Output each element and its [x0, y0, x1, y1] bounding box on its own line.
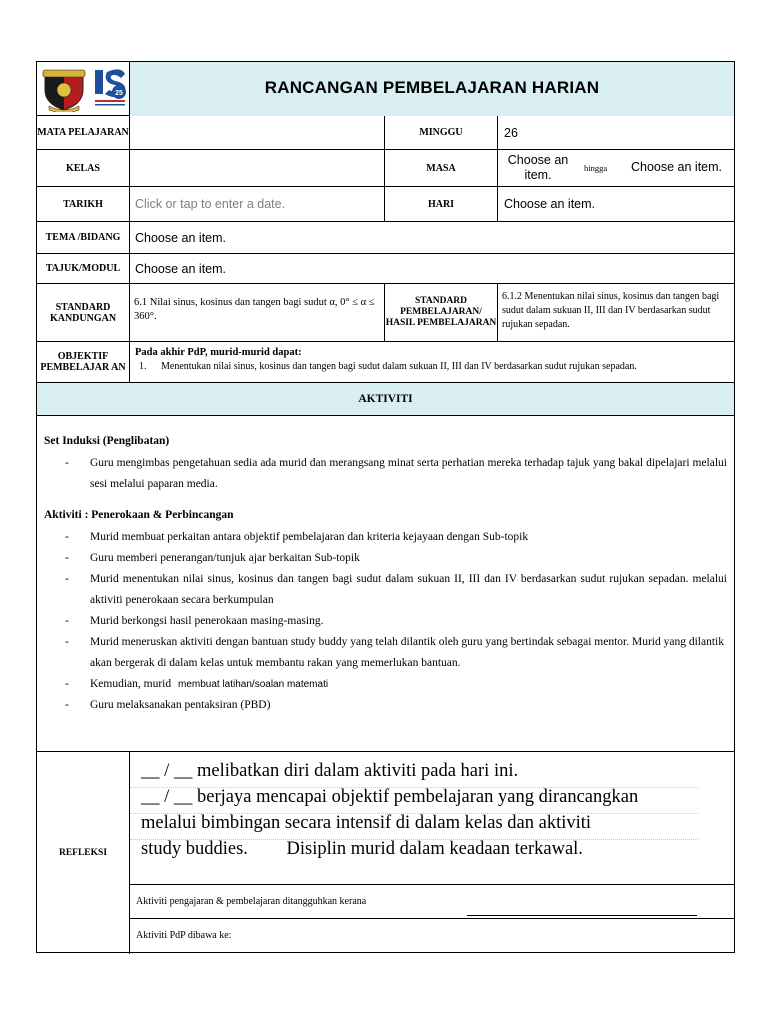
refleksi-line-2	[141, 784, 734, 810]
penerokaan-item: - Murid membuat perkaitan antara objektif pembelajaran dan kriteria kejayaan dengan Sub-topik	[44, 527, 727, 548]
masa-from-select[interactable]: Choose an item.	[507, 153, 569, 182]
refleksi-text: berjaya mencapai objektif pembelajaran yang dirancangkan	[197, 787, 639, 807]
ditangguhkan-row	[130, 885, 734, 919]
standard-pembelajaran-label: STANDARD PEMBELAJARAN/ HASIL PEMBELAJARAN	[385, 284, 498, 342]
penerokaan-item: - Guru memberi penerangan/tunjuk ajar berkaitan Sub-topik	[44, 548, 727, 569]
masa-to-select[interactable]: Choose an item.	[631, 160, 723, 174]
ditangguhkan-text: Aktiviti pengajaran & pembelajaran ditangguhkan kerana	[136, 896, 367, 907]
mata-pelajaran-label: MATA PELAJARAN	[37, 116, 130, 150]
penerokaan-item-kemudian	[44, 674, 727, 695]
refleksi-main	[130, 752, 734, 885]
blank-field[interactable]: __ / __	[141, 761, 193, 781]
penerokaan-item: - Murid meneruskan aktiviti dengan bantuan study buddy yang telah dilantik oleh guru yang bertindak sebagai mentor. Murid yang dilantik akan bergerak di dalam kelas untuk membantu rakan yang memerlukan bantuan.	[44, 632, 727, 674]
dibawa-text: Aktiviti PdP dibawa ke:	[136, 930, 232, 941]
objektif-item-number: 1.	[139, 361, 147, 372]
aktiviti-content	[37, 416, 734, 752]
underline	[467, 915, 697, 916]
penerokaan-title: Aktiviti : Penerokaan & Perbincangan	[44, 509, 234, 521]
mata-pelajaran-field[interactable]	[130, 116, 385, 150]
kelas-label: KELAS	[37, 150, 130, 187]
aktiviti-heading: AKTIVITI	[37, 383, 734, 416]
kemudian-text: Kemudian, murid	[90, 678, 172, 690]
title-box	[129, 62, 734, 116]
tarikh-date-picker[interactable]: Click or tap to enter a date.	[130, 187, 385, 222]
hari-label: HARI	[385, 187, 498, 222]
tema-label: TEMA /BIDANG	[37, 222, 130, 254]
dibawa-row	[130, 919, 734, 954]
tema-select[interactable]: Choose an item.	[130, 222, 734, 254]
refleksi-text: melibatkan diri dalam aktiviti pada hari ini.	[197, 761, 519, 781]
lesson-plan-sheet	[36, 61, 735, 953]
blank-field[interactable]: __ / __	[141, 787, 193, 807]
kemudian-suffix: membuat latihan/soalan matemati	[178, 679, 329, 690]
penerokaan-item: - Guru melaksanakan pentaksiran (PBD)	[44, 695, 727, 716]
set-induksi-item: - Guru mengimbas pengetahuan sedia ada murid dan merangsang minat serta perhatian mereka terhadap tajuk yang bakal dipelajari melalui sesi melalui paparan media.	[44, 453, 727, 495]
refleksi-label: REFLEKSI	[37, 752, 130, 954]
minggu-label: MINGGU	[385, 116, 498, 150]
ministry-logo	[91, 64, 129, 114]
masa-separator: hingga	[584, 163, 608, 173]
objektif-intro: Pada akhir PdP, murid-murid dapat:	[135, 347, 302, 358]
standard-kandungan-value: 6.1 Nilai sinus, kosinus dan tangen bagi sudut α, 0° ≤ α ≤ 360°.	[130, 284, 385, 342]
tajuk-label: TAJUK/MODUL	[37, 254, 130, 284]
kelas-field[interactable]	[130, 150, 385, 187]
standard-pembelajaran-value: 6.1.2 Menentukan nilai sinus, kosinus dan tangen bagi sudut dalam sukuan II, III dan IV berdasarkan sudut rujukan sepadan.	[498, 284, 734, 342]
refleksi-text: Disiplin murid dalam keadaan terkawal.	[286, 839, 583, 859]
tajuk-select[interactable]: Choose an item.	[130, 254, 734, 284]
objektif-box	[130, 342, 734, 383]
refleksi-line-1	[141, 758, 734, 784]
refleksi-text: study buddies.	[141, 839, 248, 859]
logo-number: 25	[115, 90, 123, 97]
masa-label: MASA	[385, 150, 498, 187]
header	[37, 62, 734, 116]
objektif-label: OBJEKTIF PEMBELAJAR AN	[37, 342, 130, 383]
refleksi-line-3: melalui bimbingan secara intensif di dalam kelas dan aktiviti	[141, 813, 592, 833]
standard-kandungan-label: STANDARD KANDUNGAN	[37, 284, 130, 342]
penerokaan-item: - Murid menentukan nilai sinus, kosinus dan tangen bagi sudut dalam sukuan II, III dan IV berdasarkan sudut rujukan sepadan. melalui aktiviti penerokaan secara berkumpulan	[44, 569, 727, 611]
objektif-item-text: Menentukan nilai sinus, kosinus dan tangen bagi sudut dalam sukuan II, III dan IV berdasarkan sudut rujukan sepadan.	[161, 361, 637, 372]
page-title: RANCANGAN PEMBELAJARAN HARIAN	[264, 78, 600, 97]
set-induksi-title: Set Induksi (Penglibatan)	[44, 435, 170, 447]
tarikh-label: TARIKH	[37, 187, 130, 222]
refleksi-line-4	[141, 836, 734, 862]
penerokaan-item: - Murid berkongsi hasil penerokaan masing-masing.	[44, 611, 727, 632]
school-crest-logo	[39, 66, 89, 112]
minggu-field[interactable]: 26	[498, 116, 734, 150]
hari-select[interactable]: Choose an item.	[498, 187, 734, 222]
masa-field	[498, 150, 734, 187]
objektif-item	[135, 361, 734, 372]
